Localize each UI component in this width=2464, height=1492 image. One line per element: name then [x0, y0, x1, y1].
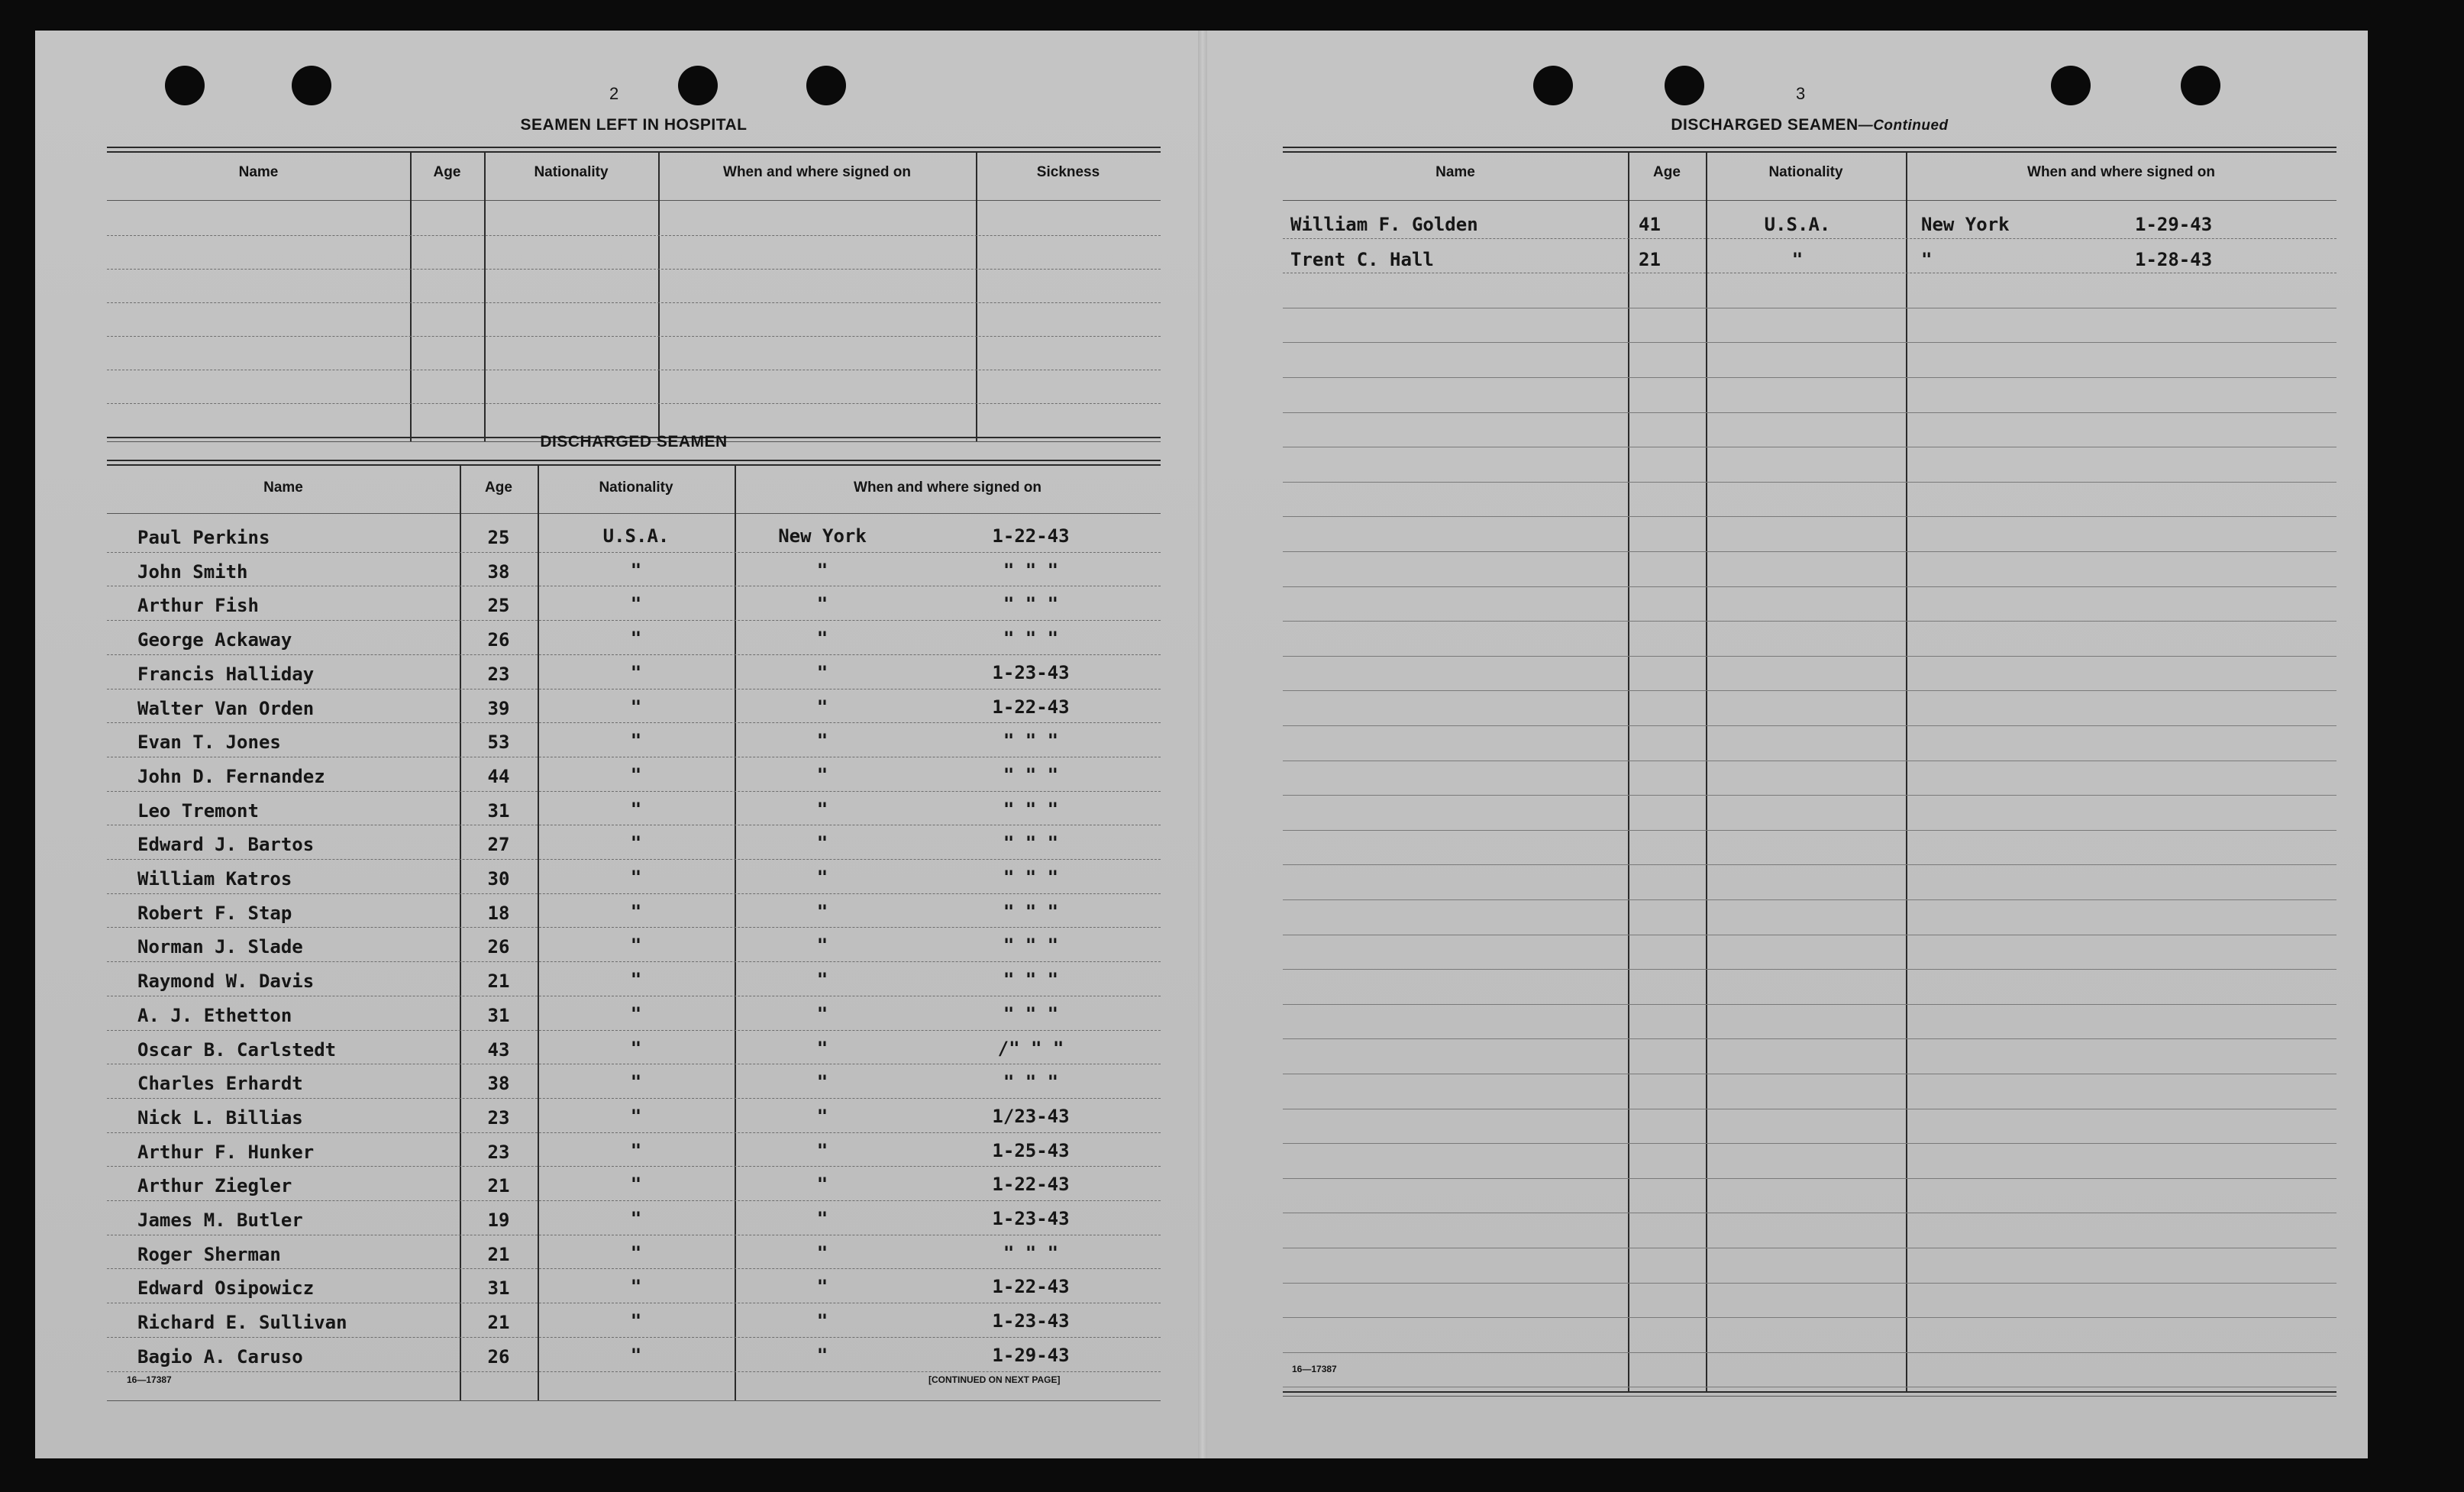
row-rule — [1283, 238, 2336, 239]
signed-on-place: " — [816, 935, 828, 957]
seaman-age: 21 — [487, 1312, 510, 1334]
signed-on-place: " — [816, 1139, 828, 1161]
seaman-name: Paul Perkins — [137, 527, 270, 548]
signed-on-place: " — [1921, 248, 1933, 270]
punch-hole — [1533, 66, 1573, 105]
signed-on-place: " — [816, 832, 828, 854]
seaman-name: John D. Fernandez — [137, 765, 325, 787]
seaman-name: Richard E. Sullivan — [137, 1312, 347, 1334]
punch-hole — [806, 66, 846, 105]
seaman-name: Trent C. Hall — [1290, 248, 1434, 270]
signed-on-date: " " " — [1003, 764, 1059, 786]
seaman-name: Nick L. Billias — [137, 1106, 303, 1129]
discharged-header-age: Age — [485, 480, 512, 496]
seaman-nationality: " — [630, 798, 642, 820]
seaman-age: 19 — [487, 1209, 510, 1231]
row-rule — [107, 1268, 1161, 1269]
signed-on-place: " — [816, 593, 828, 615]
signed-on-place: New York — [1921, 214, 2010, 235]
signed-on-date: 1-22-43 — [992, 1276, 1070, 1298]
seaman-nationality: " — [630, 900, 642, 922]
punch-hole — [292, 66, 331, 105]
hospital-section-title: SEAMEN LEFT IN HOSPITAL — [520, 116, 748, 134]
signed-on-place: " — [816, 1242, 828, 1264]
seaman-nationality: " — [630, 1344, 642, 1366]
right-header-signed-on: When and where signed on — [2027, 164, 2215, 180]
seaman-age: 21 — [487, 1243, 510, 1265]
hospital-header-name: Name — [238, 164, 279, 180]
row-rule — [107, 722, 1161, 723]
punch-hole — [2051, 66, 2091, 105]
signed-on-date: 1-22-43 — [992, 525, 1070, 547]
signed-on-place: " — [816, 1208, 828, 1229]
seaman-name: Norman J. Slade — [137, 936, 303, 958]
row-rule — [107, 927, 1161, 928]
signed-on-place: " — [816, 559, 828, 581]
seaman-age: 18 — [487, 902, 510, 924]
seaman-nationality: " — [630, 1105, 642, 1127]
row-rule — [1283, 482, 2336, 483]
seaman-name: Roger Sherman — [137, 1243, 281, 1265]
row-rule — [107, 859, 1161, 860]
signed-on-date: 1-23-43 — [992, 1310, 1070, 1332]
seaman-nationality: " — [630, 969, 642, 991]
signed-on-date: 1/23-43 — [992, 1105, 1070, 1127]
signed-on-date: " " " — [1003, 1071, 1059, 1093]
seaman-nationality: " — [630, 935, 642, 957]
row-rule — [107, 893, 1161, 894]
row-rule — [107, 654, 1161, 655]
signed-on-place: " — [816, 969, 828, 991]
seaman-name: Edward J. Bartos — [137, 834, 315, 856]
signed-on-place: " — [816, 1276, 828, 1298]
signed-on-place: " — [816, 661, 828, 683]
seaman-age: 26 — [487, 629, 510, 651]
seaman-nationality: U.S.A. — [602, 525, 670, 547]
seaman-name: Edward Osipowicz — [137, 1277, 315, 1300]
page-fold — [1198, 31, 1207, 1458]
punch-hole — [1665, 66, 1704, 105]
row-rule — [107, 791, 1161, 792]
discharged-continued-title — [1283, 116, 2336, 134]
row-rule — [107, 1030, 1161, 1031]
punch-hole — [165, 66, 205, 105]
punch-hole — [678, 66, 718, 105]
discharged-header-nationality: Nationality — [599, 480, 673, 496]
seaman-age: 38 — [487, 560, 510, 583]
seaman-name: Robert F. Stap — [137, 902, 292, 924]
discharged-section-title: DISCHARGED SEAMEN — [540, 433, 728, 451]
right-header-age: Age — [1653, 164, 1681, 180]
seaman-name: A. J. Ethetton — [137, 1004, 292, 1026]
seaman-age: 31 — [487, 1277, 510, 1300]
seaman-nationality: " — [630, 1139, 642, 1161]
row-rule — [1283, 342, 2336, 343]
seaman-name: Arthur Fish — [137, 595, 259, 617]
row-rule — [1283, 1143, 2336, 1144]
signed-on-place: " — [816, 1003, 828, 1025]
seaman-name: Evan T. Jones — [137, 731, 281, 754]
row-rule — [1283, 621, 2336, 622]
right-header-nationality: Nationality — [1768, 164, 1843, 180]
signed-on-date: 1-23-43 — [992, 1208, 1070, 1229]
seaman-name: Leo Tremont — [137, 799, 259, 822]
seaman-nationality: " — [630, 559, 642, 581]
hospital-header-nationality: Nationality — [534, 164, 609, 180]
seaman-name: Charles Erhardt — [137, 1073, 303, 1095]
seaman-name: Arthur F. Hunker — [137, 1141, 315, 1163]
signed-on-place: " — [816, 628, 828, 650]
row-rule — [107, 1371, 1161, 1372]
signed-on-place: " — [816, 696, 828, 718]
signed-on-date: " " " — [1003, 832, 1059, 854]
seaman-nationality: " — [630, 1003, 642, 1025]
signed-on-date: " " " — [1003, 593, 1059, 615]
row-rule — [107, 620, 1161, 621]
seaman-age: 38 — [487, 1073, 510, 1095]
seaman-age: 26 — [487, 936, 510, 958]
seaman-nationality: " — [630, 1242, 642, 1264]
signed-on-date: 1-23-43 — [992, 661, 1070, 683]
page-number: 2 — [609, 84, 619, 103]
signed-on-date: " " " — [1003, 867, 1059, 888]
signed-on-date: " " " — [1003, 1003, 1059, 1025]
signed-on-date: /" " " — [997, 1037, 1064, 1059]
row-rule — [1283, 551, 2336, 552]
seaman-nationality: " — [630, 628, 642, 650]
row-rule — [1283, 1178, 2336, 1179]
row-rule — [107, 961, 1161, 962]
seaman-name: William Katros — [137, 868, 292, 890]
row-rule — [1283, 725, 2336, 726]
signed-on-date: " " " — [1003, 1242, 1059, 1264]
seaman-name: William F. Golden — [1290, 214, 1478, 235]
seaman-name: Bagio A. Caruso — [137, 1345, 303, 1368]
row-rule — [1283, 1352, 2336, 1353]
seaman-nationality: " — [1791, 248, 1804, 270]
row-rule — [107, 552, 1161, 553]
seaman-nationality: " — [630, 832, 642, 854]
row-rule — [1283, 1004, 2336, 1005]
row-rule — [107, 1337, 1161, 1338]
signed-on-date: " " " — [1003, 730, 1059, 752]
seaman-nationality: " — [630, 593, 642, 615]
signed-on-place: " — [816, 1037, 828, 1059]
hospital-header-signed-on: When and where signed on — [723, 164, 911, 180]
signed-on-date: " " " — [1003, 969, 1059, 991]
row-rule — [1283, 690, 2336, 691]
signed-on-date: 1-29-43 — [992, 1344, 1070, 1366]
seaman-age: 21 — [487, 970, 510, 993]
seaman-age: 44 — [487, 765, 510, 787]
discharged-header-name: Name — [263, 480, 303, 496]
signed-on-place: " — [816, 1071, 828, 1093]
seaman-age: 23 — [487, 663, 510, 685]
seaman-nationality: " — [630, 730, 642, 752]
title-main: DISCHARGED SEAMEN — [1671, 116, 1858, 134]
signed-on-place: " — [816, 1344, 828, 1366]
seaman-nationality: " — [630, 1037, 642, 1059]
seaman-age: 23 — [487, 1106, 510, 1129]
seaman-age: 41 — [1639, 214, 1661, 235]
signed-on-date: " " " — [1003, 559, 1059, 581]
signed-on-date: " " " — [1003, 628, 1059, 650]
seaman-name: Francis Halliday — [137, 663, 315, 685]
signed-on-place: " — [816, 730, 828, 752]
signed-on-date: 1-28-43 — [2135, 248, 2213, 270]
seaman-nationality: " — [630, 1310, 642, 1332]
row-rule — [1283, 830, 2336, 831]
signed-on-date: " " " — [1003, 900, 1059, 922]
row-rule — [107, 1132, 1161, 1133]
form-number: 16—17387 — [1292, 1364, 1337, 1374]
seaman-age: 39 — [487, 697, 510, 719]
signed-on-date: 1-22-43 — [992, 1174, 1070, 1196]
seaman-nationality: " — [630, 1071, 642, 1093]
row-rule — [107, 1200, 1161, 1201]
signed-on-date: 1-29-43 — [2135, 214, 2213, 235]
hospital-header-age: Age — [433, 164, 461, 180]
punch-hole — [2181, 66, 2220, 105]
row-rule — [1283, 656, 2336, 657]
seaman-nationality: " — [630, 1208, 642, 1229]
row-rule — [1283, 1283, 2336, 1284]
seaman-age: 26 — [487, 1345, 510, 1368]
continued-note: [CONTINUED ON NEXT PAGE] — [928, 1374, 1061, 1385]
row-rule — [1283, 412, 2336, 413]
signed-on-place: " — [816, 1310, 828, 1332]
seaman-nationality: " — [630, 867, 642, 888]
seaman-age: 27 — [487, 834, 510, 856]
seaman-age: 31 — [487, 1004, 510, 1026]
seaman-age: 25 — [487, 595, 510, 617]
signed-on-date: " " " — [1003, 798, 1059, 820]
seaman-nationality: " — [630, 661, 642, 683]
signed-on-place: " — [816, 1105, 828, 1127]
row-rule — [1283, 864, 2336, 865]
seaman-name: John Smith — [137, 560, 248, 583]
signed-on-place: " — [816, 798, 828, 820]
signed-on-place: " — [816, 900, 828, 922]
right-header-name: Name — [1435, 164, 1475, 180]
seaman-name: James M. Butler — [137, 1209, 303, 1231]
row-rule — [1283, 516, 2336, 517]
form-number: 16—17387 — [127, 1374, 172, 1385]
signed-on-place: " — [816, 1174, 828, 1196]
row-rule — [1283, 795, 2336, 796]
seaman-name: George Ackaway — [137, 629, 292, 651]
row-rule — [1283, 899, 2336, 900]
row-rule — [1283, 1038, 2336, 1039]
row-rule — [107, 1166, 1161, 1167]
seaman-nationality: " — [630, 1174, 642, 1196]
document-sheet — [35, 31, 2368, 1458]
page-number: 3 — [1796, 84, 1806, 103]
signed-on-place: " — [816, 867, 828, 888]
seaman-name: Arthur Ziegler — [137, 1175, 292, 1197]
row-rule — [1283, 969, 2336, 970]
seaman-age: 53 — [487, 731, 510, 754]
seaman-age: 30 — [487, 868, 510, 890]
seaman-age: 31 — [487, 799, 510, 822]
hospital-header-sickness: Sickness — [1036, 164, 1100, 180]
signed-on-place: " — [816, 764, 828, 786]
seaman-age: 23 — [487, 1141, 510, 1163]
seaman-name: Walter Van Orden — [137, 697, 315, 719]
seaman-age: 25 — [487, 527, 510, 548]
row-rule — [107, 1098, 1161, 1099]
row-rule — [1283, 586, 2336, 587]
seaman-nationality: " — [630, 764, 642, 786]
seaman-nationality: U.S.A. — [1764, 214, 1831, 235]
seaman-age: 21 — [487, 1175, 510, 1197]
seaman-age: 43 — [487, 1038, 510, 1061]
seaman-nationality: " — [630, 696, 642, 718]
signed-on-place: New York — [778, 525, 867, 547]
discharged-header-signed-on: When and where signed on — [854, 480, 1041, 496]
signed-on-date: 1-25-43 — [992, 1139, 1070, 1161]
seaman-name: Raymond W. Davis — [137, 970, 315, 993]
row-rule — [1283, 377, 2336, 378]
title-suffix: —Continued — [1858, 118, 1949, 134]
signed-on-date: " " " — [1003, 935, 1059, 957]
row-rule — [1283, 1317, 2336, 1318]
signed-on-date: 1-22-43 — [992, 696, 1070, 718]
seaman-age: 21 — [1639, 248, 1661, 270]
seaman-name: Oscar B. Carlstedt — [137, 1038, 337, 1061]
seaman-nationality: " — [630, 1276, 642, 1298]
